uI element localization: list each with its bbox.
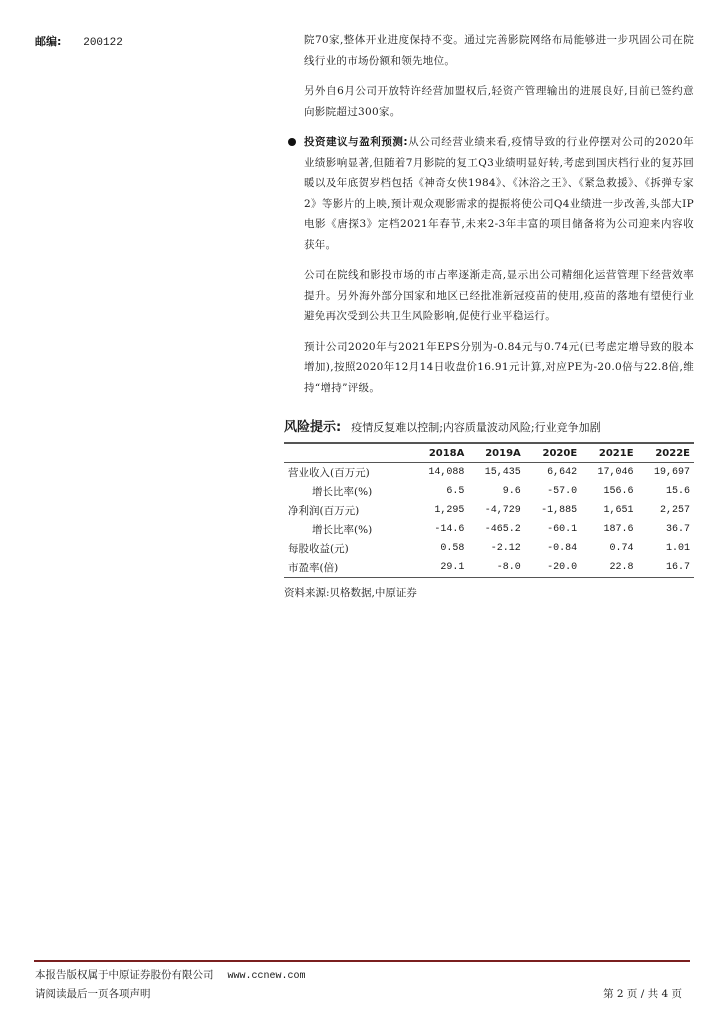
table-cell: -1,885: [541, 505, 578, 516]
postcode-value: 200122: [83, 37, 123, 49]
row-label: 每股收益(元): [288, 543, 349, 555]
table-cell: 6.5: [446, 486, 465, 497]
table-cell: 14,088: [428, 467, 465, 478]
table-cell: 1,295: [434, 505, 465, 516]
table-cell: 6,642: [547, 467, 578, 478]
investment-bullet: [284, 132, 694, 255]
paragraph-eps-forecast: 预计公司2020年与2021年EPS分别为-0.84元与0.74元(已考虑定增导致的股本增加),按照2020年12月14日收盘价16.91元计算,对应PE为-20.0倍与22.8倍,维持“增持”评级。: [304, 340, 694, 394]
footer-url-link[interactable]: www.ccnew.com: [227, 971, 306, 982]
page-number: 第 2 页 / 共 4 页: [603, 988, 682, 1000]
table-cell: 19,697: [653, 467, 690, 478]
table-cell: 1,651: [603, 505, 634, 516]
footer-copyright: 本报告版权属于中原证券股份有限公司: [35, 969, 214, 981]
table-header-cell: 2021E: [581, 443, 637, 463]
paragraph-cinema-network: 院70家,整体开业进度保持不变。通过完善影院网络布局能够进一步巩固公司在院线行业的市场份额和领先地位。: [304, 34, 694, 67]
footer-disclaimer: 请阅读最后一页各项声明: [35, 988, 151, 1000]
row-label: 净利润(百万元): [288, 505, 360, 517]
table-row-revenue: [284, 463, 694, 483]
data-source: 资料来源:贝格数据,中原证券: [284, 587, 417, 599]
table-cell: -465.2: [484, 524, 521, 535]
table-header-row: [284, 443, 694, 463]
table-cell: -20.0: [525, 558, 581, 578]
table-cell: 15,435: [484, 467, 521, 478]
table-cell: 187.6: [603, 524, 634, 535]
table-cell: 36.7: [665, 524, 690, 535]
table-cell: 0.74: [609, 543, 634, 554]
table-cell: 1.01: [665, 543, 690, 554]
table-cell: -14.6: [434, 524, 465, 535]
table-cell: -0.84: [547, 543, 578, 554]
table-header-cell: 2018A: [412, 443, 468, 463]
table-cell: 29.1: [412, 558, 468, 578]
financial-table: [284, 442, 694, 578]
table-header-cell: [284, 443, 412, 463]
investment-title: 投资建议与盈利预测:: [304, 136, 408, 148]
table-cell: 22.8: [581, 558, 637, 578]
table-cell: 17,046: [597, 467, 634, 478]
table-row-net-profit: [284, 501, 694, 520]
table-row-eps: [284, 539, 694, 558]
paragraph-investment: [304, 132, 694, 255]
table-cell: -8.0: [468, 558, 524, 578]
table-row-revenue-growth: [284, 482, 694, 501]
postcode-label: 邮编:: [35, 35, 62, 48]
table-cell: -60.1: [547, 524, 578, 535]
row-label: 市盈率(倍): [284, 558, 412, 578]
risk-warning: [284, 420, 694, 436]
table-header-cell: 2020E: [525, 443, 581, 463]
risk-text: 疫情反复难以控制;内容质量波动风险;行业竞争加剧: [351, 421, 601, 434]
table-cell: 0.58: [440, 543, 465, 554]
main-content: [284, 30, 694, 408]
table-cell: -4,729: [484, 505, 521, 516]
footer-copyright-line: [35, 967, 306, 982]
paragraph-franchise: 另外自6月公司开放特许经营加盟权后,轻资产管理输出的进展良好,目前已签约意向影院超过300家。: [304, 85, 694, 118]
risk-title: 风险提示:: [284, 420, 342, 435]
table-cell: -2.12: [490, 543, 521, 554]
table-cell: 16.7: [638, 558, 694, 578]
paragraph-market-share: 公司在院线和影投市场的市占率逐渐走高,显示出公司精细化运营管理下经营效率提升。另外海外部分国家和地区已经批准新冠疫苗的使用,疫苗的落地有望使行业避免再次受到公共卫生风险影响,促使行业平稳运行。: [304, 269, 694, 322]
postcode: [35, 33, 123, 49]
footer-divider: [34, 960, 690, 962]
table-cell: 15.6: [665, 486, 690, 497]
table-header-cell: 2022E: [638, 443, 694, 463]
row-label: 增长比率(%): [312, 524, 373, 536]
row-label: 增长比率(%): [312, 486, 373, 498]
table-cell: 2,257: [659, 505, 690, 516]
table-row-profit-growth: [284, 520, 694, 539]
row-label: 营业收入(百万元): [288, 467, 370, 479]
investment-text: 从公司经营业绩来看,疫情导致的行业停摆对公司的2020年业绩影响显著,但随着7月影院的复工Q3业绩明显好转,考虑到国庆档行业的复苏回暖以及年底贺岁档包括《神奇女侠1984》、《沐浴之王》、《紧急救援》、《拆弹专家2》等影片的上映,预计观众观影需求的提振将使公司Q4业绩进一步改善,头部大IP电影《唐探3》定档2021年春节,未来2-3年丰富的项目储备将为公司迎来内容收获年。: [304, 136, 694, 251]
table-cell: -57.0: [547, 486, 578, 497]
bullet-icon: [288, 138, 296, 146]
table-cell: 156.6: [603, 486, 634, 497]
table-header-cell: 2019A: [468, 443, 524, 463]
table-cell: 9.6: [502, 486, 521, 497]
table-row-pe: [284, 558, 694, 578]
